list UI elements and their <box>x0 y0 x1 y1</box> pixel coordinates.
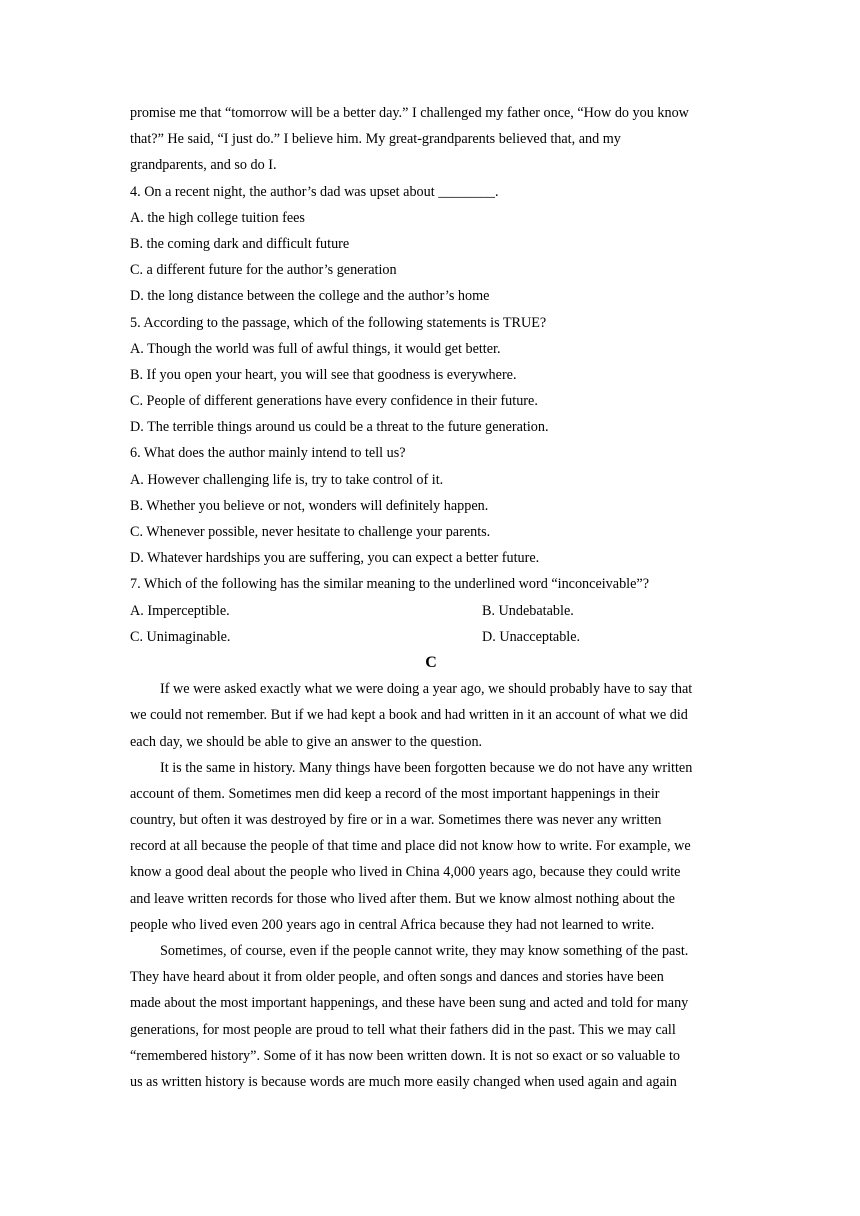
text-line: They have heard about it from older people, and often songs and dances and stories have been <box>130 969 664 986</box>
question-stem: 4. On a recent night, the author’s dad was upset about ________. <box>130 183 499 200</box>
text-line: If we were asked exactly what we were doing a year ago, we should probably have to say that <box>160 681 693 698</box>
text-line: grandparents, and so do I. <box>130 157 277 174</box>
answer-option-b: B. If you open your heart, you will see that goodness is everywhere. <box>130 366 517 383</box>
section-c-paragraph-2 <box>130 755 732 938</box>
option-row <box>130 624 732 650</box>
text-line: account of them. Sometimes men did keep a record of the most important happenings in their <box>130 785 660 802</box>
option-row <box>130 598 732 624</box>
answer-option-d: D. the long distance between the college and the author’s home <box>130 288 490 305</box>
answer-option-b: B. Whether you believe or not, wonders will definitely happen. <box>130 497 489 514</box>
text-line: made about the most important happenings, and these have been sung and acted and told for many <box>130 995 689 1012</box>
answer-option-d: D. Unacceptable. <box>482 628 581 645</box>
question-stem: 7. Which of the following has the similar meaning to the underlined word “inconceivable”? <box>130 576 650 593</box>
text-line: and leave written records for those who lived after them. But we know almost nothing about the <box>130 890 675 907</box>
text-line: each day, we should be able to give an answer to the question. <box>130 733 483 750</box>
question-4 <box>130 179 732 310</box>
answer-option-c: C. Unimaginable. <box>130 628 231 645</box>
text-line: record at all because the people of that time and place did not know how to write. For example, we <box>130 838 691 855</box>
answer-option-a: A. Though the world was full of awful things, it would get better. <box>130 340 501 357</box>
document-page <box>130 100 732 1095</box>
passage-b-ending <box>130 100 732 179</box>
answer-option-a: A. Imperceptible. <box>130 602 230 619</box>
text-line: It is the same in history. Many things have been forgotten because we do not have any written <box>160 759 693 776</box>
text-line: generations, for most people are proud to tell what their fathers did in the past. This we may call <box>130 1021 676 1038</box>
text-line: promise me that “tomorrow will be a better day.” I challenged my father once, “How do you know <box>130 105 689 121</box>
question-5 <box>130 310 732 441</box>
answer-option-c: C. Whenever possible, never hesitate to challenge your parents. <box>130 524 491 540</box>
answer-option-c: C. People of different generations have every confidence in their future. <box>130 393 538 410</box>
answer-option-c: C. a different future for the author’s generation <box>130 262 397 279</box>
answer-option-d: D. The terrible things around us could be a threat to the future generation. <box>130 419 549 436</box>
answer-option-d: D. Whatever hardships you are suffering, you can expect a better future. <box>130 550 540 567</box>
text-line: that?” He said, “I just do.” I believe him. My great-grandparents believed that, and my <box>130 131 621 148</box>
question-stem: 5. According to the passage, which of the following statements is TRUE? <box>130 314 547 331</box>
question-stem: 6. What does the author mainly intend to tell us? <box>130 445 406 462</box>
answer-option-a: A. the high college tuition fees <box>130 209 305 226</box>
section-heading: C <box>425 653 437 671</box>
section-c-paragraph-1 <box>130 676 732 755</box>
text-line: know a good deal about the people who lived in China 4,000 years ago, because they could write <box>130 864 681 881</box>
section-c-paragraph-3 <box>130 938 732 1095</box>
text-line: people who lived even 200 years ago in central Africa because they had not learned to write. <box>130 916 655 933</box>
text-line: we could not remember. But if we had kept a book and had written in it an account of what we did <box>130 707 688 724</box>
text-line: us as written history is because words are much more easily changed when used again and again <box>130 1073 677 1090</box>
answer-option-b: B. Undebatable. <box>482 602 574 619</box>
answer-option-b: B. the coming dark and difficult future <box>130 235 350 252</box>
text-line: “remembered history”. Some of it has now been written down. It is not so exact or so valuable to <box>130 1047 681 1064</box>
question-7 <box>130 571 732 650</box>
question-6 <box>130 440 732 571</box>
text-line: Sometimes, of course, even if the people cannot write, they may know something of the past. <box>160 943 689 959</box>
text-line: country, but often it was destroyed by fire or in a war. Sometimes there was never any written <box>130 812 662 829</box>
answer-option-a: A. However challenging life is, try to take control of it. <box>130 471 444 488</box>
